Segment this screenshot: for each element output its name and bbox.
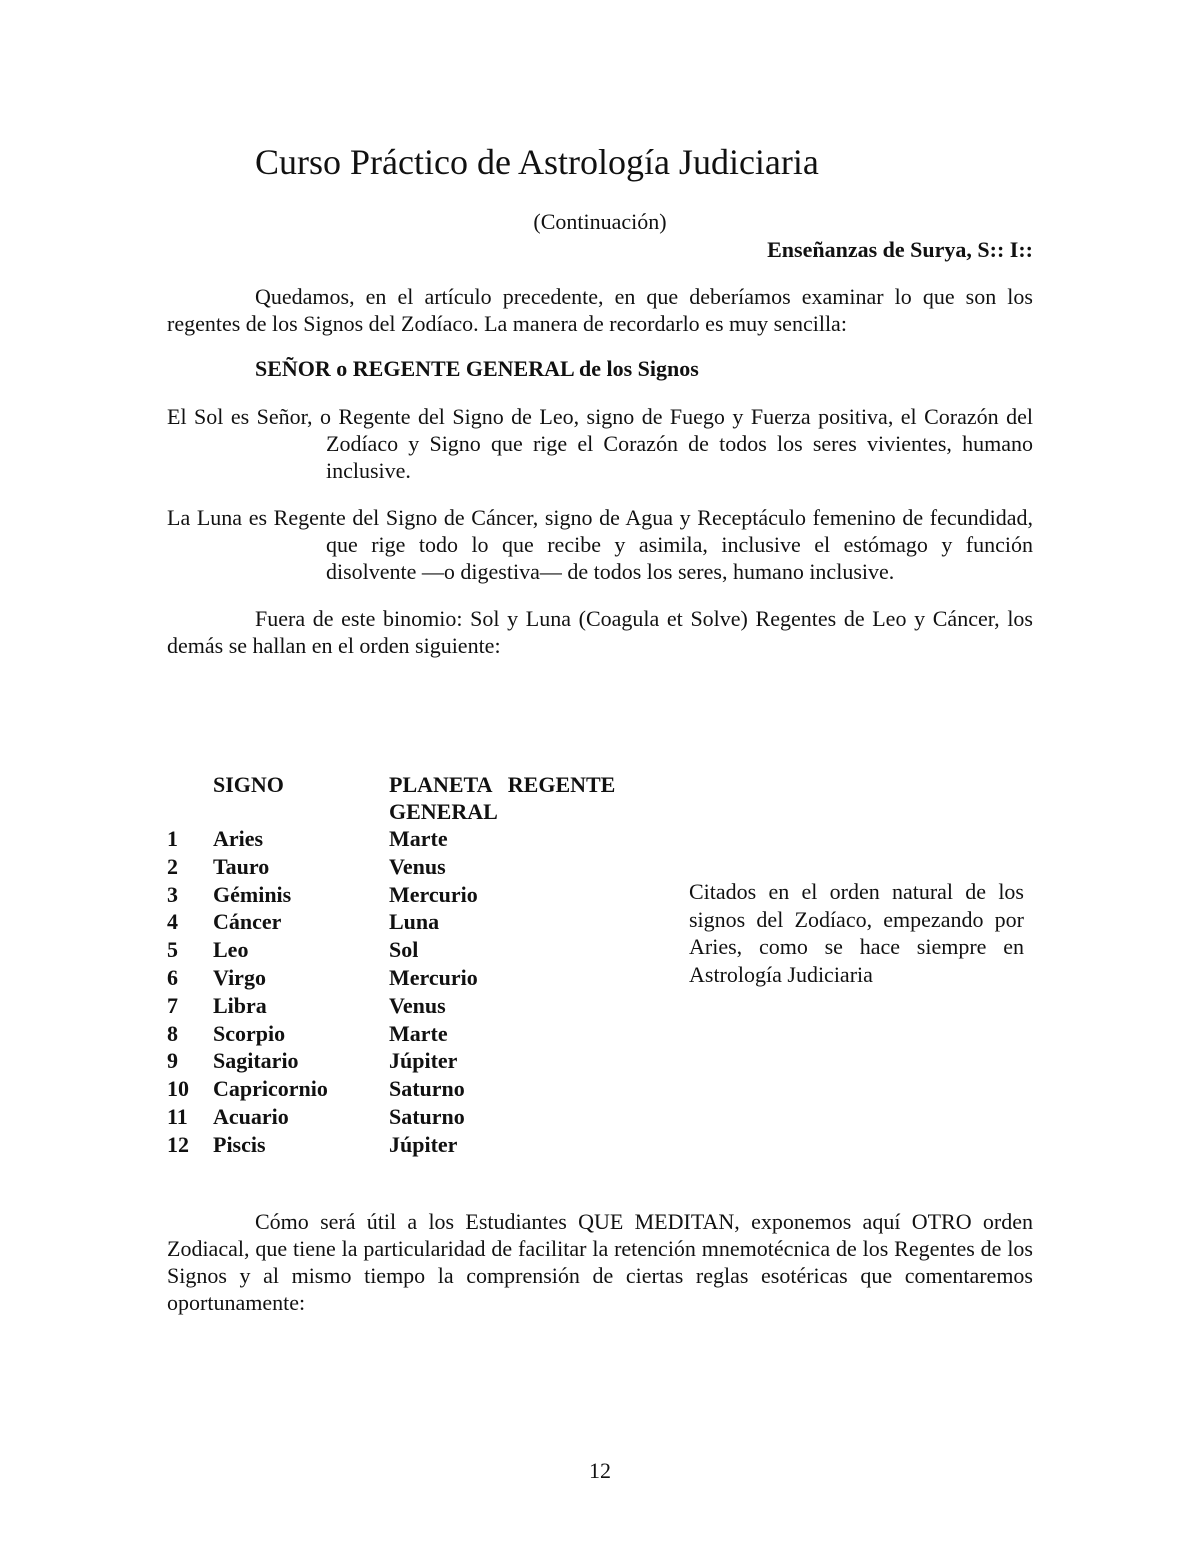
author-byline: Enseñanzas de Surya, S:: I::	[767, 237, 1033, 262]
regents-table	[167, 825, 647, 1159]
row-sign: Capricornio	[213, 1076, 328, 1102]
row-planet: Mercurio	[389, 964, 478, 990]
table-row	[167, 964, 647, 992]
page-number: 12	[589, 1458, 611, 1483]
row-sign: Géminis	[213, 881, 292, 907]
row-number: 5	[167, 937, 178, 963]
table-row	[167, 825, 647, 853]
row-number: 7	[167, 992, 178, 1018]
section-heading: SEÑOR o REGENTE GENERAL de los Signos	[255, 356, 699, 381]
table-row	[167, 908, 647, 936]
table-row	[167, 1020, 647, 1048]
table-row	[167, 1047, 647, 1075]
table-header-planet-general: GENERAL	[389, 799, 498, 824]
table-row	[167, 992, 647, 1020]
row-planet: Luna	[389, 909, 440, 935]
row-number: 4	[167, 909, 178, 935]
row-sign: Cáncer	[213, 909, 282, 935]
row-sign: Piscis	[213, 1131, 266, 1157]
row-number: 6	[167, 964, 178, 990]
intro-paragraph: Quedamos, en el artículo precedente, en que deberíamos examinar lo que son los regentes de los Signos del Zodíaco. La manera de recordarlo es muy sencilla:	[167, 284, 1033, 336]
table-header-sign: SIGNO	[213, 772, 284, 797]
sol-paragraph: El Sol es Señor, o Regente del Signo de Leo, signo de Fuego y Fuerza positiva, el Corazón del Zodíaco y Signo que rige el Corazón de todos los seres vivientes, humano inclusive.	[167, 404, 1033, 483]
row-number: 2	[167, 853, 178, 879]
row-sign: Virgo	[213, 964, 266, 990]
row-sign: Tauro	[213, 853, 270, 879]
row-number: 8	[167, 1020, 178, 1046]
row-planet: Venus	[389, 992, 446, 1018]
row-number: 10	[167, 1076, 189, 1102]
row-number: 12	[167, 1131, 189, 1157]
table-header-planet: PLANETA REGENTE	[389, 772, 616, 797]
subtitle: (Continuación)	[533, 209, 667, 234]
binomio-paragraph: Fuera de este binomio: Sol y Luna (Coagula et Solve) Regentes de Leo y Cáncer, los demás se hallan en el orden siguiente:	[167, 606, 1033, 658]
table-row	[167, 936, 647, 964]
table-row	[167, 853, 647, 881]
row-planet: Júpiter	[389, 1131, 458, 1157]
row-planet: Marte	[389, 1020, 448, 1046]
row-sign: Leo	[213, 937, 249, 963]
row-planet: Venus	[389, 853, 446, 879]
page-title: Curso Práctico de Astrología Judiciaria	[255, 142, 819, 182]
table-row	[167, 881, 647, 909]
row-sign: Sagitario	[213, 1048, 299, 1074]
row-sign: Libra	[213, 992, 267, 1018]
table-row	[167, 1103, 647, 1131]
table-note: Citados en el orden natural de los signos del Zodíaco, empezando por Aries, como se hace siempre en Astrología Judiciaria	[689, 879, 1024, 987]
row-number: 3	[167, 881, 178, 907]
row-planet: Sol	[389, 937, 419, 963]
luna-paragraph: La Luna es Regente del Signo de Cáncer, signo de Agua y Receptáculo femenino de fecundidad, que rige todo lo que recibe y asimila, inclusive el estómago y función disolvente —o digestiva— de todos los seres, humano inclusive.	[167, 505, 1033, 584]
row-planet: Saturno	[389, 1076, 465, 1102]
closing-paragraph: Cómo será útil a los Estudiantes QUE MEDITAN, exponemos aquí OTRO orden Zodiacal, que tiene la particularidad de facilitar la retención mnemotécnica de los Regentes de los Signos y al mismo tiempo la comprensión de ciertas reglas esotéricas que comentaremos oportunamente:	[167, 1209, 1033, 1315]
row-planet: Marte	[389, 826, 448, 851]
row-planet: Saturno	[389, 1103, 465, 1129]
row-number: 11	[167, 1103, 188, 1129]
row-planet: Júpiter	[389, 1048, 458, 1074]
table-row	[167, 1131, 647, 1159]
row-sign: Aries	[213, 826, 264, 851]
table-row	[167, 1075, 647, 1103]
row-number: 1	[167, 826, 178, 851]
row-number: 9	[167, 1048, 178, 1074]
row-planet: Mercurio	[389, 881, 478, 907]
row-sign: Acuario	[213, 1103, 289, 1129]
row-sign: Scorpio	[213, 1020, 286, 1046]
